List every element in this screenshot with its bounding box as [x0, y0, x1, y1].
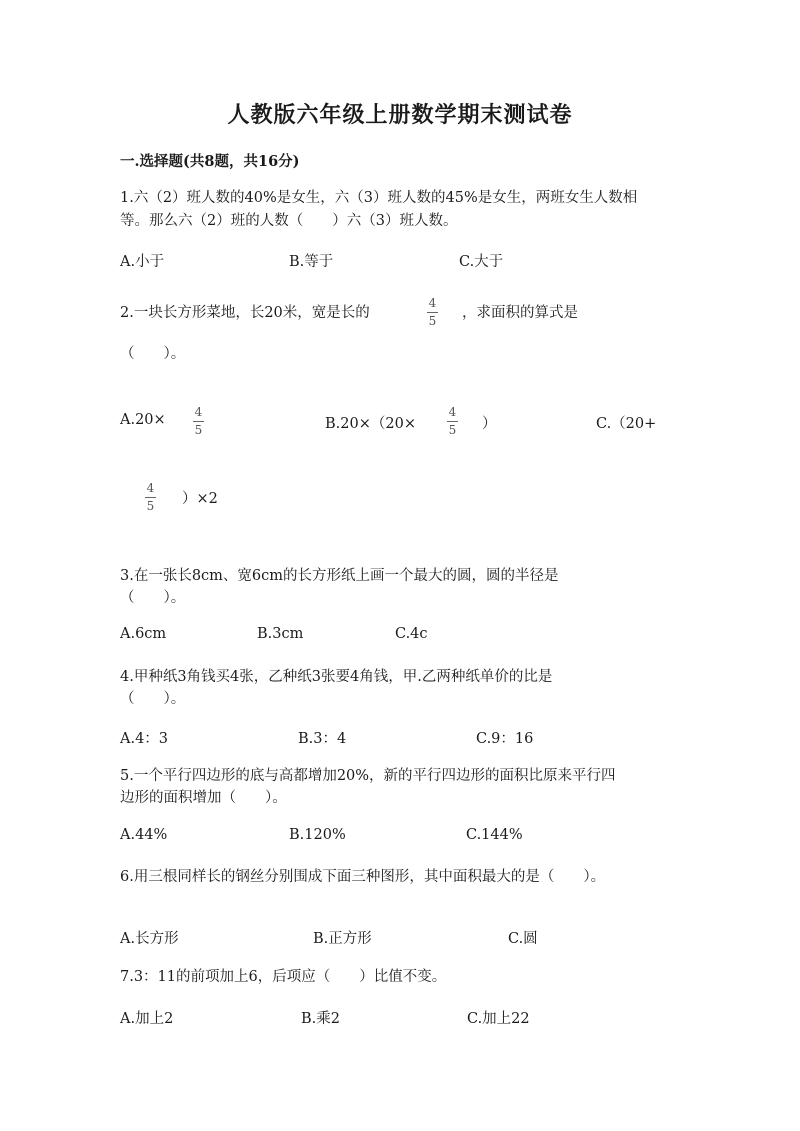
question-2-line-2: （ ）。: [120, 346, 186, 362]
section-heading: 一.选择题(共8题，共16分): [120, 153, 300, 170]
q1-option-a: A.小于: [120, 254, 165, 270]
q3-option-b: B.3cm: [257, 626, 304, 642]
q6-option-b: B.正方形: [313, 931, 372, 947]
question-4-line-2: （ ）。: [120, 691, 186, 707]
page-title: 人教版六年级上册数学期末测试卷: [227, 102, 573, 128]
q6-option-a: A.长方形: [120, 931, 179, 947]
q2-option-a-fraction: [193, 406, 204, 437]
q7-option-b: B.乘2: [301, 1011, 340, 1027]
q2-option-a: A.20×: [120, 412, 166, 428]
q5-option-b: B.120%: [289, 827, 346, 843]
q2-option-c-fraction: [145, 482, 156, 513]
question-5-line-2: 边形的面积增加（ ）。: [120, 790, 287, 806]
question-6-line-1: 6.用三根同样长的钢丝分别围成下面三种图形，其中面积最大的是（ ）。: [120, 869, 606, 885]
q3-option-c: C.4c: [395, 626, 428, 642]
q2-option-b-suffix: ）: [482, 416, 497, 432]
fraction-denominator: 5: [146, 499, 155, 513]
q2-option-c-suffix: ）×2: [182, 491, 218, 507]
q2-option-b-fraction: [447, 406, 458, 437]
question-7-line-1: 7.3：11的前项加上6，后项应（ ）比值不变。: [120, 969, 447, 985]
fraction-denominator: 5: [194, 423, 203, 437]
fraction-bar: [193, 421, 204, 422]
fraction-denominator: 5: [428, 314, 437, 328]
q4-option-b: B.3：4: [298, 731, 347, 747]
question-2-line-1-prefix: 2.一块长方形菜地，长20米，宽是长的: [120, 305, 370, 321]
q2-fraction: [427, 297, 438, 328]
q6-option-c: C.圆: [508, 931, 538, 947]
fraction-numerator: 4: [428, 296, 437, 310]
q7-option-a: A.加上2: [120, 1011, 174, 1027]
question-5-line-1: 5.一个平行四边形的底与高都增加20%，新的平行四边形的面积比原来平行四: [120, 768, 616, 784]
q5-option-c: C.144%: [466, 827, 523, 843]
q1-option-b: B.等于: [289, 254, 334, 270]
question-1-line-2: 等。那么六（2）班的人数（ ）六（3）班人数。: [120, 213, 458, 229]
fraction-numerator: 4: [448, 405, 457, 419]
fraction-denominator: 5: [448, 423, 457, 437]
q3-option-a: A.6cm: [120, 626, 167, 642]
fraction-bar: [145, 497, 156, 498]
q2-option-b-prefix: B.20×（20×: [325, 416, 416, 432]
fraction-numerator: 4: [146, 481, 155, 495]
fraction-bar: [427, 312, 438, 313]
question-1-line-1: 1.六（2）班人数的40%是女生，六（3）班人数的45%是女生，两班女生人数相: [120, 190, 638, 206]
q2-option-c-prefix: C.（20+: [596, 416, 657, 432]
q5-option-a: A.44%: [120, 827, 168, 843]
q4-option-c: C.9：16: [476, 731, 534, 747]
q1-option-c: C.大于: [459, 254, 504, 270]
q7-option-c: C.加上22: [467, 1011, 530, 1027]
fraction-numerator: 4: [194, 405, 203, 419]
question-3-line-2: （ ）。: [120, 590, 186, 606]
question-2-line-1-suffix: ，求面积的算式是: [462, 305, 578, 321]
fraction-bar: [447, 421, 458, 422]
question-4-line-1: 4.甲种纸3角钱买4张，乙种纸3张要4角钱，甲.乙两种纸单价的比是: [120, 669, 553, 685]
q4-option-a: A.4：3: [120, 731, 169, 747]
question-3-line-1: 3.在一张长8cm、宽6cm的长方形纸上画一个最大的圆，圆的半径是: [120, 568, 559, 584]
